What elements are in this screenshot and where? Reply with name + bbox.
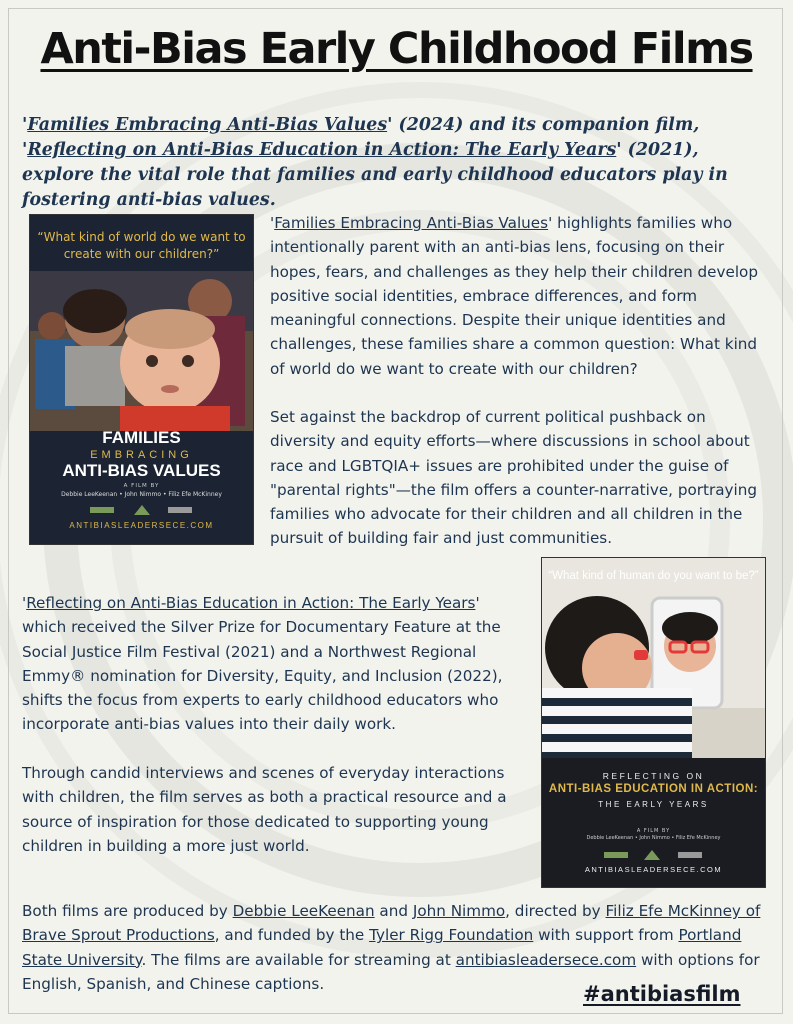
section2-para2: Through candid interviews and scenes of everyday interactions with children, the film serves as both a practical resource and a source of inspiration for those dedicated to supporting young children in building a more just world. [22,764,507,855]
poster2-quote: “What kind of human do you want to be?” [548,570,759,582]
support-link[interactable]: Portland State University [22,926,742,969]
hashtag[interactable]: #antibiasfilm [583,982,741,1006]
intro-film2-link[interactable]: Reflecting on Anti-Bias Education in Action: The Early Years [27,140,617,160]
poster1-credits: Debbie LeeKeenan • John Nimmo • Filiz Efe McKinney [61,491,222,498]
producer1-link[interactable]: Debbie LeeKeenan [232,902,375,920]
families-embracing-poster [30,215,253,544]
poster2-credits: Debbie LeeKeenan • John Nimmo • Filiz Efe McKinney [586,835,721,841]
section2-para1: 'Reflecting on Anti-Bias Education in Action: The Early Years' which received the Silver Prize for Documentary Feature at the Social Justice Film Festival (2021) and a Northwest Regional Emmy® nomination for Diversity, Equity, and Inclusion (2022), shifts the focus from experts to early childhood educators who incorporate anti-bias values into their daily work. [22,594,503,734]
intro-paragraph: 'Families Embracing Anti-Bias Values' (2024) and its companion film, 'Reflecting on Anti-Bias Education in Action: The Early Years' (2021), explore the vital role that families and early childhood educators play in fostering anti-bias values. [22,115,728,210]
poster2-site: ANTIBIASLEADERSECE.COM [584,865,723,874]
section2-film-link[interactable]: Reflecting on Anti-Bias Education in Action: The Early Years [26,594,476,612]
funder-link[interactable]: Tyler Rigg Foundation [369,926,534,945]
poster2-logos [604,848,704,862]
poster1-site: ANTIBIASLEADERSECE.COM [69,521,214,530]
poster2-film-by: A FILM BY [636,828,671,834]
director-link[interactable]: Filiz Efe McKinney of Brave Sprout Productions [22,902,761,945]
footer-paragraph: Both films are produced by Debbie LeeKeenan and John Nimmo, directed by Filiz Efe McKinney of Brave Sprout Productions, and funded by the Tyler Rigg Foundation with support from Portland State University. The films are available for streaming at antibiasleadersece.com with options for English, Spanish, and Chinese captions. [22,902,761,993]
poster1-title-line3: ANTI-BIAS VALUES [62,461,221,480]
producer2-link[interactable]: John Nimmo [412,902,506,920]
poster1-film-by: A FILM BY [123,483,160,489]
page-title: Anti-Bias Early Childhood Films [40,24,753,74]
poster1-logos [90,503,194,517]
poster-photo-babies [30,271,253,431]
reflecting-poster [542,558,765,887]
poster1-quote: “What kind of world do we want to create with our children?” [37,230,246,261]
streaming-site-link[interactable]: antibiasleadersece.com [455,950,637,969]
poster1-title-line1: FAMILIES [102,428,181,447]
section1-para2: Set against the backdrop of current political pushback on diversity and equity efforts—where discussions in school about race and LGBTQIA+ issues are prohibited under the guise of "parental rights"—the film offers a counter-narrative, portraying families who advocate for their children and all children in the pursuit of building fair and just communities. [270,408,757,548]
section1-para1: 'Families Embracing Anti-Bias Values' highlights families who intentionally parent with an anti-bias lens, focusing on their hopes, fears, and challenges as they help their children develop positive social identities, embrace differences, and form meaningful connections. Despite their unique identities and challenges, these families share a common question: What kind of world do we want to create with our children? [270,214,758,378]
poster-photo-child-mirror [542,558,765,768]
section1-film-link[interactable]: Families Embracing Anti-Bias Values [274,214,549,232]
poster2-title-line2: ANTI-BIAS EDUCATION IN ACTION: [548,783,759,795]
poster2-title-line1: REFLECTING ON [602,771,705,781]
poster1-title-line2: EMBRACING [90,449,193,461]
poster2-title-line3: THE EARLY YEARS [598,800,709,809]
intro-film1-link[interactable]: Families Embracing Anti-Bias Values [27,115,388,135]
